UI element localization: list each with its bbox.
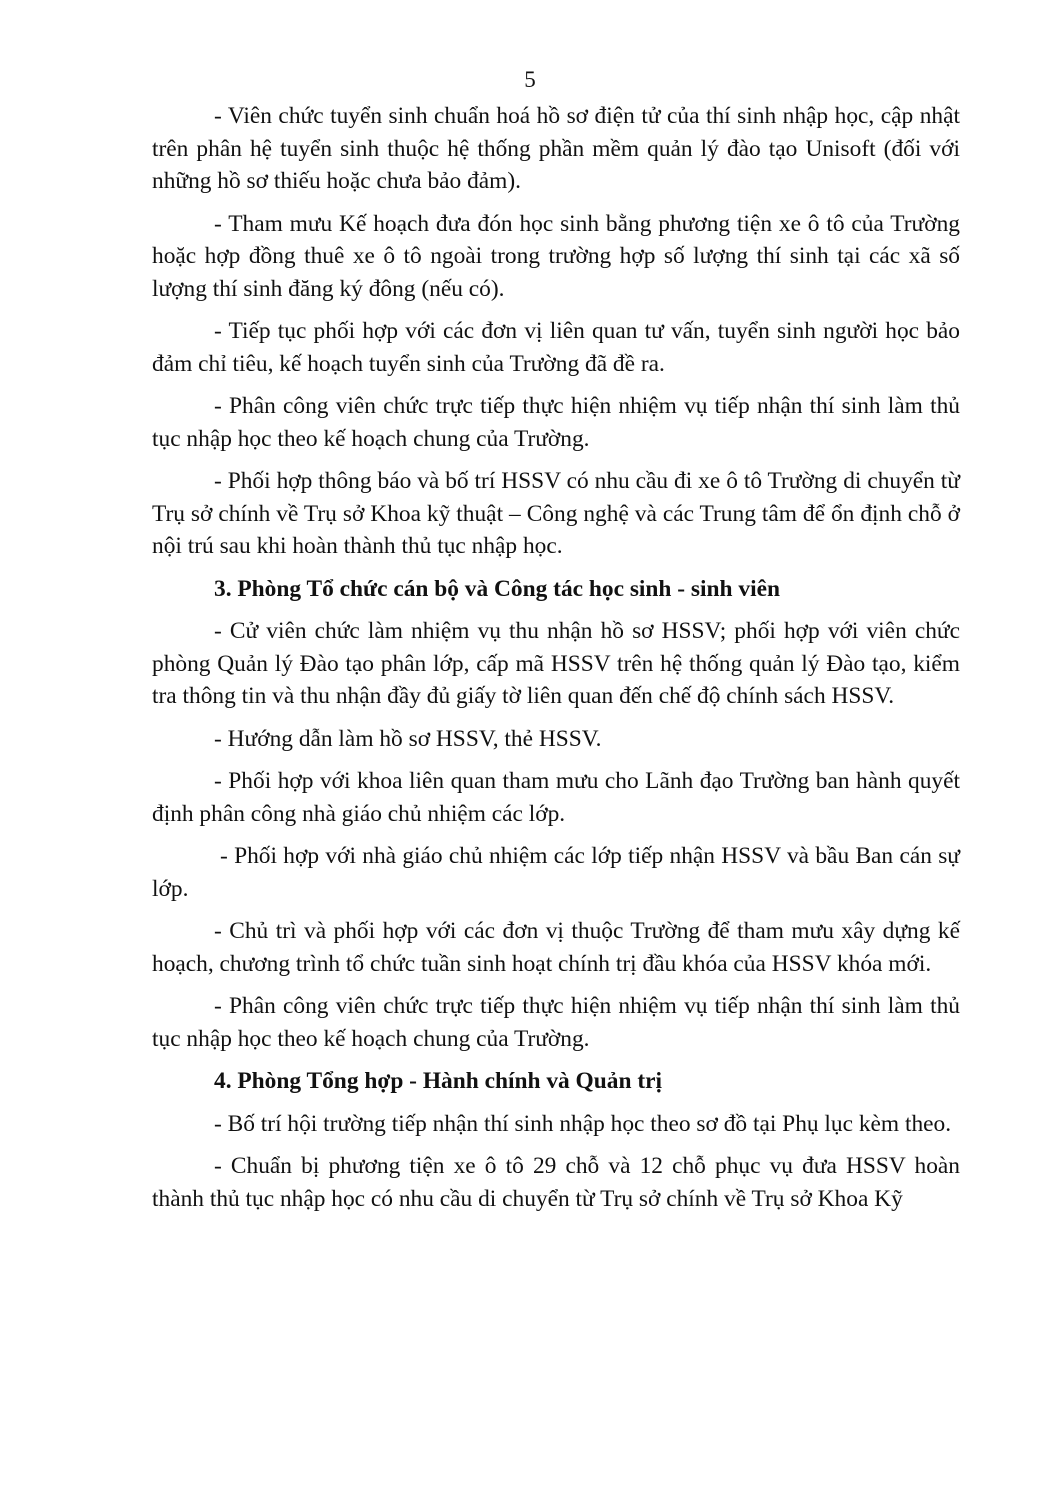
page-number: 5 <box>524 67 536 92</box>
paragraph-12: - Bố trí hội trường tiếp nhận thí sinh nhập học theo sơ đồ tại Phụ lục kèm theo. <box>214 1110 952 1137</box>
paragraph-3: - Tiếp tục phối hợp với các đơn vị liên quan tư vấn, tuyển sinh người học bảo đảm chỉ tiêu, kế hoạch tuyển sinh của Trường đã đề ra. <box>152 318 960 377</box>
paragraph-7: - Hướng dẫn làm hồ sơ HSSV, thẻ HSSV. <box>214 725 602 752</box>
paragraph-6: - Cử viên chức làm nhiệm vụ thu nhận hồ sơ HSSV; phối hợp với viên chức phòng Quản lý Đào tạo phân lớp, cấp mã HSSV trên hệ thống quản lý Đào tạo, kiểm tra thông tin và thu nhận đầy đủ giấy tờ liên quan đến chế độ chính sách HSSV. <box>152 618 960 709</box>
section-heading-4: 4. Phòng Tổng hợp - Hành chính và Quản trị <box>214 1068 662 1094</box>
paragraph-1: - Viên chức tuyển sinh chuẩn hoá hồ sơ điện tử của thí sinh nhập học, cập nhật trên phân hệ tuyển sinh thuộc hệ thống phần mềm quản lý đào tạo Unisoft (đối với những hồ sơ thiếu hoặc chưa bảo đảm). <box>152 103 960 194</box>
section-heading-3: 3. Phòng Tổ chức cán bộ và Công tác học sinh - sinh viên <box>214 575 780 602</box>
paragraph-5: - Phối hợp thông báo và bố trí HSSV có nhu cầu đi xe ô tô Trường di chuyển từ Trụ sở chính về Trụ sở Khoa kỹ thuật – Công nghệ và các Trung tâm để ổn định chỗ ở nội trú sau khi hoàn thành thủ tục nhập học. <box>152 468 960 559</box>
paragraph-4: - Phân công viên chức trực tiếp thực hiện nhiệm vụ tiếp nhận thí sinh làm thủ tục nhập học theo kế hoạch chung của Trường. <box>152 393 960 452</box>
document-body <box>152 100 960 1225</box>
paragraph-10: - Chủ trì và phối hợp với các đơn vị thuộc Trường để tham mưu xây dựng kế hoạch, chương trình tổ chức tuần sinh hoạt chính trị đầu khóa của HSSV khóa mới. <box>152 918 960 977</box>
paragraph-2: - Tham mưu Kế hoạch đưa đón học sinh bằng phương tiện xe ô tô của Trường hoặc hợp đồng thuê xe ô tô ngoài trong trường hợp số lượng thí sinh tại các xã số lượng thí sinh đăng ký đông (nếu có). <box>152 210 960 302</box>
paragraph-13: - Chuẩn bị phương tiện xe ô tô 29 chỗ và 12 chỗ phục vụ đưa HSSV hoàn thành thủ tục nhập học có nhu cầu di chuyển từ Trụ sở chính về Trụ sở Khoa Kỹ <box>152 1153 960 1212</box>
paragraph-9: - Phối hợp với nhà giáo chủ nhiệm các lớp tiếp nhận HSSV và bầu Ban cán sự lớp. <box>152 843 960 902</box>
paragraph-8: - Phối hợp với khoa liên quan tham mưu cho Lãnh đạo Trường ban hành quyết định phân công nhà giáo chủ nhiệm các lớp. <box>152 768 960 827</box>
paragraph-11: - Phân công viên chức trực tiếp thực hiện nhiệm vụ tiếp nhận thí sinh làm thủ tục nhập học theo kế hoạch chung của Trường. <box>152 993 960 1052</box>
